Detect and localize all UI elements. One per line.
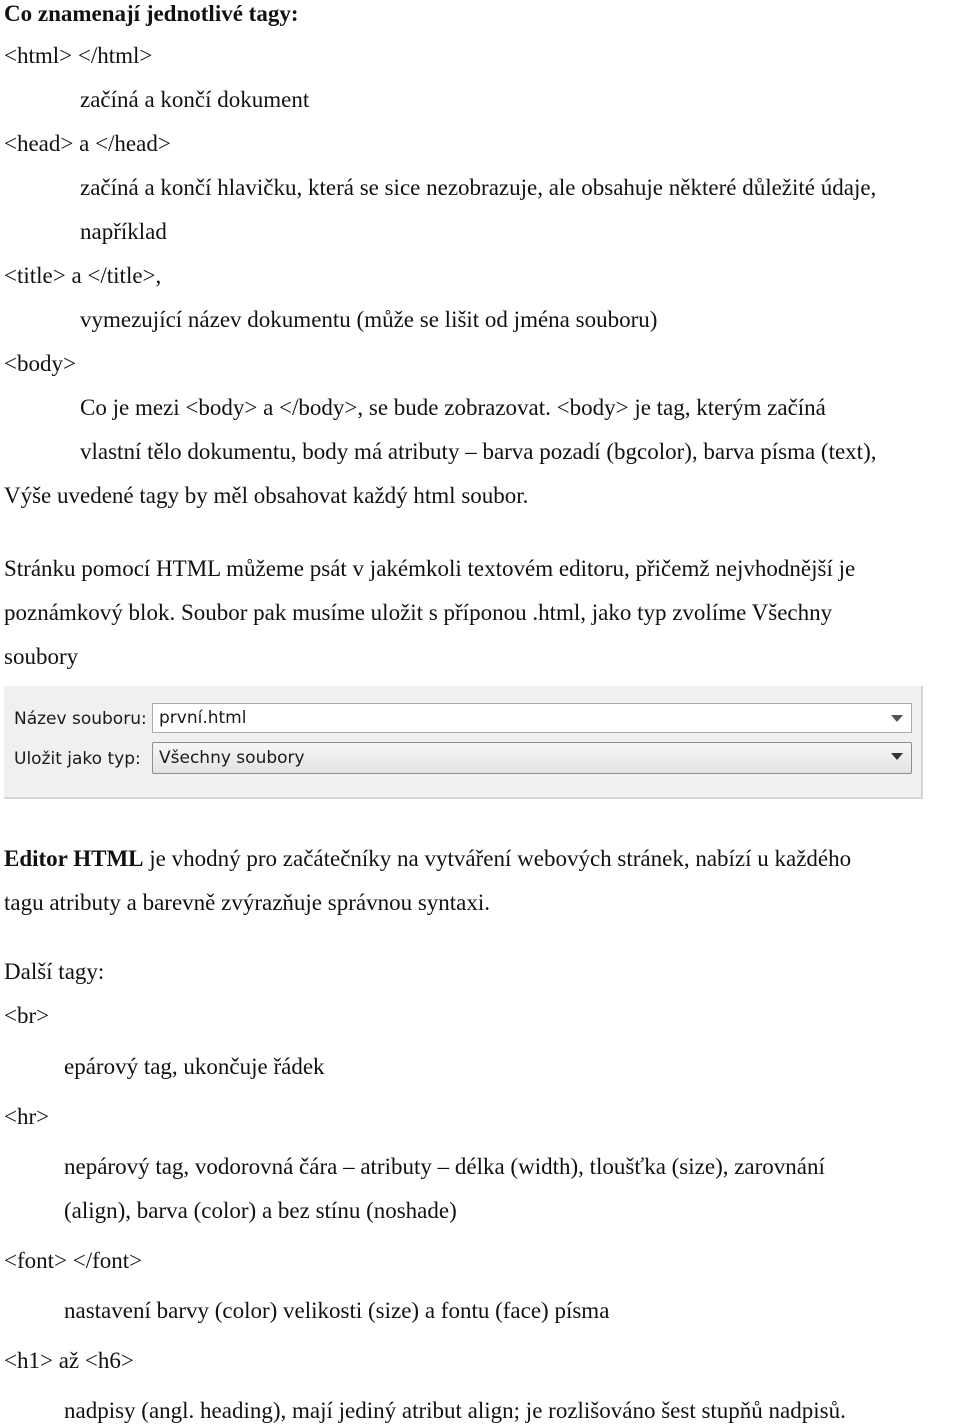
font-tag-description: nastavení barvy (color) velikosti (size) a fontu (face) písma (64, 1298, 610, 1323)
html-tag: <html> </html> (4, 43, 153, 68)
paragraph-html-editor-line-2: tagu atributy a barevně zvýrazňuje správnou syntaxi. (4, 890, 491, 915)
hr-tag: <hr> (4, 1104, 50, 1129)
head-tag: <head> a </head> (4, 131, 171, 156)
paragraph-html-editor-line-1 (4, 845, 851, 873)
filetype-label: Uložit jako typ: (14, 749, 141, 769)
hr-tag-description-line-2: (align), barva (color) a bez stínu (noshade) (64, 1198, 457, 1223)
summary-text: Výše uvedené tagy by měl obsahovat každý html soubor. (4, 483, 529, 508)
heading-tags-description: nadpisy (angl. heading), mají jediný atribut align; je rozlišováno šest stupňů nadpisů. (64, 1398, 846, 1423)
paragraph-editor-line-1: Stránku pomocí HTML můžeme psát v jakémkoli textovém editoru, přičemž nejvhodnější je (4, 556, 856, 581)
save-dialog-screenshot (4, 686, 923, 799)
filename-input[interactable] (152, 703, 912, 733)
chevron-down-icon[interactable] (891, 715, 903, 722)
filetype-select[interactable] (152, 742, 912, 774)
filename-label: Název souboru: (14, 709, 147, 729)
body-tag-description-line-1: Co je mezi <body> a </body>, se bude zobrazovat. <body> je tag, kterým začíná (80, 395, 826, 420)
font-tag: <font> </font> (4, 1248, 143, 1273)
filetype-value: Všechny soubory (159, 748, 305, 768)
title-tag-description: vymezující název dokumentu (může se lišit od jména souboru) (80, 307, 658, 332)
html-editor-term: Editor HTML (4, 846, 144, 871)
filename-value: první.html (159, 708, 247, 728)
hr-tag-description-line-1: nepárový tag, vodorovná čára – atributy – délka (width), tloušťka (size), zarovnání (64, 1154, 825, 1179)
body-tag: <body> (4, 351, 76, 376)
chevron-down-icon[interactable] (891, 753, 903, 760)
section-heading: Co znamenají jednotlivé tagy: (4, 1, 299, 26)
html-editor-text: je vhodný pro začátečníky na vytváření webových stránek, nabízí u každého (143, 846, 852, 871)
br-tag-description: epárový tag, ukončuje řádek (64, 1054, 325, 1079)
br-tag: <br> (4, 1003, 50, 1028)
more-tags-heading: Další tagy: (4, 959, 105, 984)
head-tag-description-line-1: začíná a končí hlavičku, která se sice nezobrazuje, ale obsahuje některé důležité údaje, (80, 175, 877, 200)
head-tag-description-line-2: například (80, 219, 167, 244)
body-tag-description-line-2: vlastní tělo dokumentu, body má atributy – barva pozadí (bgcolor), barva písma (text), (80, 439, 877, 464)
paragraph-editor-line-3: soubory (4, 644, 79, 669)
html-tag-description: začíná a končí dokument (80, 87, 310, 112)
title-tag: <title> a </title>, (4, 263, 162, 288)
paragraph-editor-line-2: poznámkový blok. Soubor pak musíme uložit s příponou .html, jako typ zvolíme Všechny (4, 600, 833, 625)
heading-tags: <h1> až <h6> (4, 1348, 134, 1373)
